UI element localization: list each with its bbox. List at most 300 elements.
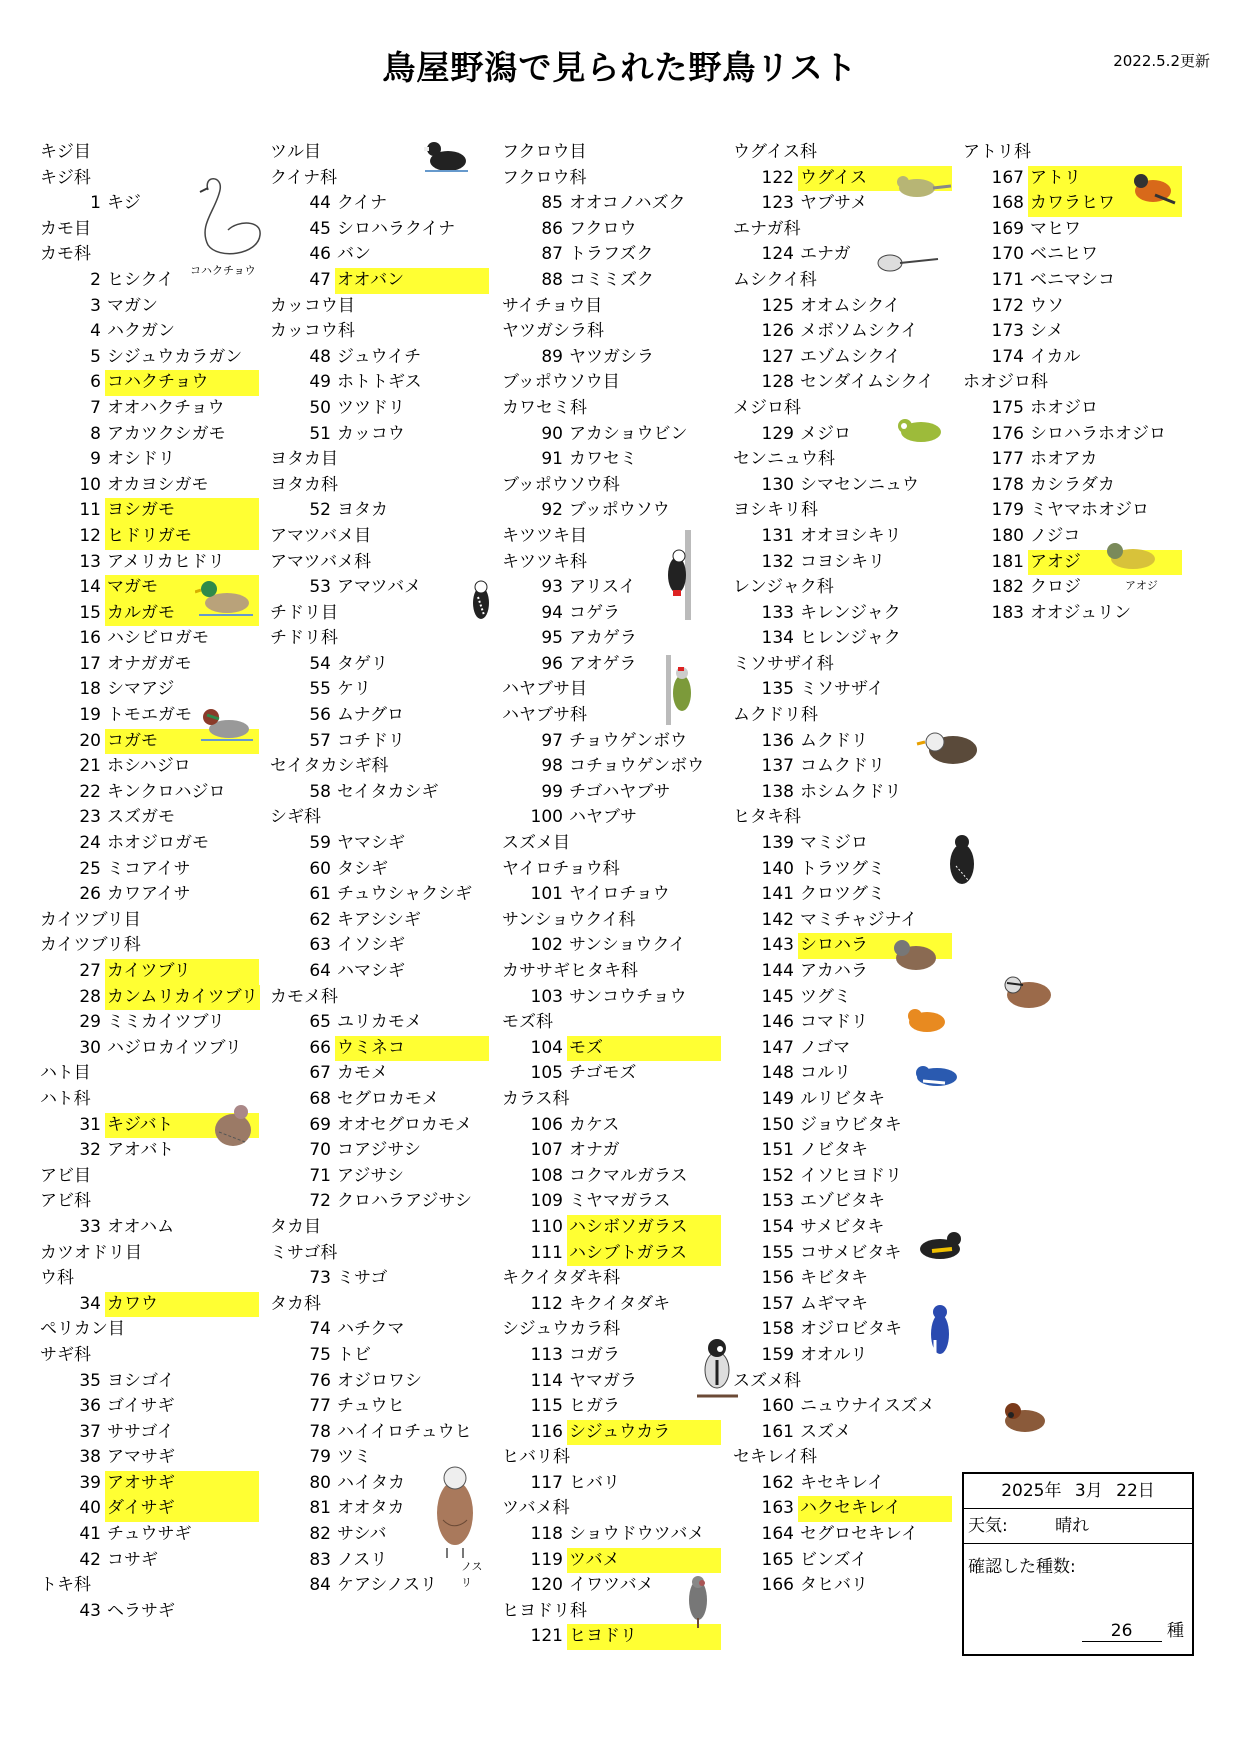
species-number: 44 bbox=[309, 193, 331, 214]
species-name: ケリ bbox=[337, 679, 371, 700]
species-number: 113 bbox=[530, 1344, 563, 1365]
species-name: タヒバリ bbox=[800, 1575, 868, 1596]
species-row bbox=[40, 1496, 266, 1522]
species-name: アメリカヒドリ bbox=[107, 551, 225, 572]
species-number: 105 bbox=[530, 1063, 563, 1084]
species-name-observed: ウミネコ bbox=[335, 1036, 489, 1062]
species-number: 132 bbox=[761, 551, 794, 572]
species-name: コムクドリ bbox=[800, 756, 885, 777]
species-name-observed: カワウ bbox=[105, 1292, 259, 1318]
species-number: 133 bbox=[761, 602, 794, 623]
species-row bbox=[733, 601, 959, 627]
species-number: 10 bbox=[79, 474, 101, 495]
species-row bbox=[733, 1189, 959, 1215]
species-number: 12 bbox=[79, 525, 101, 546]
species-number: 86 bbox=[541, 218, 563, 239]
species-name: ハジロカイツブリ bbox=[107, 1037, 242, 1058]
taxon-group-label: キツツキ科 bbox=[502, 551, 587, 572]
taxon-group-label: サギ科 bbox=[40, 1344, 91, 1365]
species-row bbox=[502, 1113, 728, 1139]
species-row bbox=[733, 370, 959, 396]
species-number: 95 bbox=[541, 628, 563, 649]
species-number: 176 bbox=[991, 423, 1024, 444]
species-name: オオムシクイ bbox=[800, 295, 901, 316]
species-row bbox=[963, 294, 1189, 320]
species-number: 73 bbox=[309, 1268, 331, 1289]
species-number: 51 bbox=[309, 423, 331, 444]
species-name: キジ bbox=[107, 193, 141, 214]
species-number: 115 bbox=[530, 1396, 563, 1417]
taxon-group-label: セイタカシギ科 bbox=[270, 756, 389, 777]
species-name: ツツドリ bbox=[337, 397, 405, 418]
taxon-group-label: ミソサザイ科 bbox=[733, 653, 834, 674]
species-number: 67 bbox=[309, 1063, 331, 1084]
species-name: エナガ bbox=[800, 244, 851, 265]
species-number: 160 bbox=[761, 1396, 794, 1417]
species-row bbox=[963, 601, 1189, 627]
species-number: 64 bbox=[309, 961, 331, 981]
species-row bbox=[502, 933, 728, 959]
species-name: ホシムクドリ bbox=[800, 781, 902, 802]
tsugumi-illustration bbox=[993, 965, 1063, 1020]
species-number: 153 bbox=[761, 1191, 794, 1212]
observation-date bbox=[964, 1474, 1192, 1509]
species-name: ミヤマホオジロ bbox=[1030, 500, 1149, 521]
aoji-caption: アオジ bbox=[1125, 579, 1158, 592]
species-name: オカヨシガモ bbox=[107, 474, 209, 495]
species-number: 140 bbox=[761, 858, 794, 879]
species-number: 167 bbox=[991, 167, 1024, 188]
species-name: コチョウゲンボウ bbox=[569, 756, 705, 777]
species-row bbox=[40, 396, 266, 422]
species-name: オオハム bbox=[107, 1216, 175, 1237]
species-number: 55 bbox=[309, 679, 331, 700]
species-name: チュウサギ bbox=[107, 1524, 192, 1545]
observation-month: 3月 bbox=[1074, 1481, 1103, 1501]
species-name: イカル bbox=[1030, 346, 1081, 367]
species-name: マヒワ bbox=[1030, 218, 1081, 239]
taxon-group-label: シギ科 bbox=[270, 807, 321, 828]
species-number: 174 bbox=[991, 346, 1024, 367]
species-row bbox=[733, 319, 959, 345]
species-count-unit: 種 bbox=[1167, 1621, 1184, 1641]
species-row bbox=[40, 550, 266, 576]
species-number: 183 bbox=[991, 602, 1024, 623]
species-number: 92 bbox=[541, 500, 563, 521]
woodpecker-illustration-1 bbox=[466, 575, 496, 630]
species-number: 46 bbox=[309, 244, 331, 265]
species-row bbox=[270, 217, 496, 243]
species-name-observed: カイツブリ bbox=[105, 959, 259, 985]
species-number: 125 bbox=[761, 295, 794, 316]
species-number: 42 bbox=[79, 1549, 101, 1570]
species-number: 159 bbox=[761, 1344, 794, 1365]
species-number: 8 bbox=[90, 423, 101, 444]
observation-day: 22日 bbox=[1116, 1481, 1155, 1501]
species-name: コヨシキリ bbox=[800, 551, 885, 572]
species-number: 121 bbox=[530, 1626, 563, 1647]
species-row bbox=[270, 703, 496, 729]
species-name-observed: コガモ bbox=[105, 729, 259, 755]
species-name: シメ bbox=[1030, 321, 1064, 342]
taxon-group-label: フクロウ科 bbox=[502, 167, 587, 188]
species-number: 143 bbox=[761, 935, 794, 956]
species-number: 58 bbox=[309, 781, 331, 802]
species-row bbox=[963, 268, 1189, 294]
species-number: 94 bbox=[541, 602, 563, 623]
observation-record-box bbox=[962, 1472, 1194, 1656]
species-number: 78 bbox=[309, 1421, 331, 1442]
species-name: チュウシャクシギ bbox=[337, 884, 473, 905]
taxon-group-label: アマツバメ目 bbox=[270, 525, 372, 546]
species-row bbox=[733, 1138, 959, 1164]
species-name: アオゲラ bbox=[569, 653, 637, 674]
species-name-observed: カワラヒワ bbox=[1028, 191, 1182, 217]
species-number: 22 bbox=[79, 781, 101, 802]
species-name: クイナ bbox=[337, 193, 388, 214]
species-name: セイタカシギ bbox=[337, 781, 439, 802]
species-name: シロハラホオジロ bbox=[1030, 423, 1166, 444]
species-number: 47 bbox=[309, 269, 331, 290]
species-number: 66 bbox=[309, 1037, 331, 1058]
species-name: ウソ bbox=[1030, 295, 1064, 316]
taxon-group-label: カッコウ目 bbox=[270, 295, 355, 316]
species-number: 15 bbox=[79, 602, 101, 623]
species-name: ミサゴ bbox=[337, 1268, 388, 1289]
species-row bbox=[733, 857, 959, 883]
species-row bbox=[733, 1496, 959, 1522]
updated-date: 2022.5.2更新 bbox=[1113, 52, 1210, 70]
species-row bbox=[270, 370, 496, 396]
species-name: ベニマシコ bbox=[1030, 269, 1115, 290]
species-row bbox=[40, 677, 266, 703]
species-number: 134 bbox=[761, 628, 794, 649]
species-number: 68 bbox=[309, 1088, 331, 1109]
mejiro-illustration bbox=[885, 410, 955, 450]
teal-illustration bbox=[195, 705, 255, 745]
species-row bbox=[502, 1292, 728, 1318]
species-name: センダイムシクイ bbox=[800, 372, 934, 393]
species-name: ムナグロ bbox=[337, 705, 404, 726]
species-number: 138 bbox=[761, 781, 794, 802]
species-name: バン bbox=[337, 244, 371, 265]
taxon-group-label: キジ目 bbox=[40, 142, 91, 162]
species-row bbox=[502, 1241, 728, 1267]
species-number: 17 bbox=[79, 653, 101, 674]
species-number: 108 bbox=[530, 1165, 563, 1186]
taxon-group-label: スズメ科 bbox=[733, 1370, 801, 1391]
species-row bbox=[733, 294, 959, 320]
species-row bbox=[270, 396, 496, 422]
species-row bbox=[733, 1471, 959, 1497]
species-number: 170 bbox=[991, 244, 1024, 265]
taxon-group-label: フクロウ目 bbox=[502, 142, 587, 162]
species-row bbox=[40, 1471, 266, 1497]
species-number: 169 bbox=[991, 218, 1024, 239]
species-row bbox=[502, 422, 728, 448]
species-row bbox=[502, 1164, 728, 1190]
species-number: 96 bbox=[541, 653, 563, 674]
species-name: マガン bbox=[107, 295, 158, 316]
species-name: ルリビタキ bbox=[800, 1088, 885, 1109]
species-name: ツミ bbox=[337, 1447, 371, 1468]
species-count-label: 確認した種数: bbox=[968, 1557, 1076, 1577]
taxon-group-label: アトリ科 bbox=[963, 142, 1031, 162]
species-name: キセキレイ bbox=[800, 1472, 884, 1493]
species-name: ハイタカ bbox=[337, 1472, 405, 1493]
species-name: イソヒヨドリ bbox=[800, 1165, 902, 1186]
species-row bbox=[270, 1087, 496, 1113]
species-number: 23 bbox=[79, 807, 101, 828]
buzzard-illustration bbox=[425, 1458, 485, 1589]
species-row bbox=[40, 1420, 266, 1446]
species-row bbox=[963, 242, 1189, 268]
species-name: シマセンニュウ bbox=[800, 474, 919, 495]
swan-illustration bbox=[178, 170, 268, 277]
taxon-group-label: メジロ科 bbox=[733, 397, 801, 418]
species-name: ハチクマ bbox=[337, 1319, 405, 1340]
species-name: オオルリ bbox=[800, 1344, 868, 1365]
bulbul-illustration bbox=[680, 1570, 715, 1630]
species-number: 154 bbox=[761, 1216, 794, 1237]
species-number: 129 bbox=[761, 423, 794, 444]
species-row bbox=[40, 473, 266, 499]
taxon-group-label: ツバメ科 bbox=[502, 1498, 570, 1519]
starling-illustration bbox=[915, 720, 990, 780]
species-row bbox=[40, 1292, 266, 1318]
species-row bbox=[270, 882, 496, 908]
species-name: オナガ bbox=[569, 1140, 620, 1161]
species-row bbox=[40, 857, 266, 883]
species-number: 69 bbox=[309, 1114, 331, 1135]
species-name: ノジコ bbox=[1030, 525, 1081, 546]
species-number: 91 bbox=[541, 449, 563, 470]
species-number: 37 bbox=[79, 1421, 101, 1442]
species-name: クロツグミ bbox=[800, 884, 885, 905]
species-name: ヤマシギ bbox=[337, 833, 405, 854]
taxon-group-label: ヒタキ科 bbox=[733, 807, 801, 828]
species-name: ハシビロガモ bbox=[107, 628, 209, 649]
taxon-group-label: ツル目 bbox=[270, 142, 321, 162]
species-number: 28 bbox=[79, 986, 101, 1007]
species-row bbox=[270, 908, 496, 934]
observation-year: 2025年 bbox=[1001, 1481, 1062, 1501]
species-number: 60 bbox=[309, 858, 331, 879]
species-row bbox=[270, 831, 496, 857]
taxon-group-label: ミサゴ科 bbox=[270, 1242, 338, 1263]
species-number: 35 bbox=[79, 1370, 101, 1391]
species-row bbox=[270, 191, 496, 217]
species-row bbox=[40, 652, 266, 678]
species-number: 106 bbox=[530, 1114, 563, 1135]
species-row bbox=[40, 780, 266, 806]
species-row bbox=[40, 1369, 266, 1395]
species-number: 53 bbox=[309, 577, 331, 598]
shirohara-illustration bbox=[880, 930, 950, 980]
taxon-group-label: カモメ科 bbox=[270, 986, 338, 1007]
species-number: 33 bbox=[79, 1216, 101, 1237]
species-name-observed: アオジ bbox=[1028, 550, 1182, 576]
taxon-group-label: タカ科 bbox=[270, 1293, 321, 1314]
species-number: 75 bbox=[309, 1344, 331, 1365]
species-number: 7 bbox=[90, 397, 101, 418]
species-number: 181 bbox=[991, 551, 1024, 572]
species-name: チゴモズ bbox=[569, 1063, 637, 1084]
species-name: オシドリ bbox=[107, 449, 175, 470]
species-name: チュウヒ bbox=[337, 1396, 405, 1417]
taxon-group-label: アマツバメ科 bbox=[270, 551, 372, 572]
taxon-group-label: センニュウ科 bbox=[733, 449, 835, 470]
species-name: オジロワシ bbox=[337, 1370, 422, 1391]
mallard-illustration bbox=[195, 575, 255, 620]
species-number: 135 bbox=[761, 679, 794, 700]
species-name: スズメ bbox=[800, 1421, 851, 1442]
tit-illustration bbox=[695, 1330, 740, 1400]
species-name: コサギ bbox=[107, 1549, 158, 1570]
species-row bbox=[270, 1010, 496, 1036]
taxon-group-label: ウグイス科 bbox=[733, 142, 817, 162]
taxon-group-label: ペリカン目 bbox=[40, 1319, 125, 1340]
species-row bbox=[502, 626, 728, 652]
species-name: ニュウナイスズメ bbox=[800, 1396, 935, 1417]
taxon-group-label: ハト科 bbox=[40, 1088, 91, 1109]
species-number: 161 bbox=[761, 1421, 794, 1442]
species-number: 80 bbox=[309, 1472, 331, 1493]
species-number: 61 bbox=[309, 884, 331, 905]
taxon-group-label: モズ科 bbox=[502, 1012, 553, 1033]
species-number: 110 bbox=[530, 1216, 563, 1237]
species-number: 93 bbox=[541, 577, 563, 598]
species-number: 48 bbox=[309, 346, 331, 367]
species-number: 76 bbox=[309, 1370, 331, 1391]
species-name: スズガモ bbox=[107, 807, 175, 828]
species-name: コルリ bbox=[800, 1063, 851, 1084]
species-name: コミミズク bbox=[569, 269, 654, 290]
species-row bbox=[502, 217, 728, 243]
species-number: 151 bbox=[761, 1140, 794, 1161]
species-number: 131 bbox=[761, 525, 794, 546]
taxon-group-label: ハヤブサ科 bbox=[502, 705, 587, 726]
species-number: 175 bbox=[991, 397, 1024, 418]
species-name: イワツバメ bbox=[569, 1575, 654, 1596]
species-row bbox=[963, 396, 1189, 422]
species-number: 52 bbox=[309, 500, 331, 521]
species-row bbox=[733, 831, 959, 857]
species-row bbox=[270, 1113, 496, 1139]
species-number: 127 bbox=[761, 346, 794, 367]
species-name: ショウドウツバメ bbox=[569, 1524, 705, 1545]
species-number: 87 bbox=[541, 244, 563, 265]
species-row bbox=[502, 1036, 728, 1062]
species-number: 85 bbox=[541, 193, 563, 214]
species-row bbox=[502, 1138, 728, 1164]
species-name: コクマルガラス bbox=[569, 1165, 688, 1186]
species-name: サンショウクイ bbox=[569, 935, 686, 956]
species-name: サメビタキ bbox=[800, 1216, 885, 1237]
taxon-group-label: ヤツガシラ科 bbox=[502, 321, 604, 342]
species-name: ハイイロチュウヒ bbox=[337, 1421, 472, 1442]
taxon-group-label: スズメ目 bbox=[502, 833, 570, 854]
species-row bbox=[270, 1343, 496, 1369]
species-name: ケアシノスリ bbox=[337, 1575, 437, 1596]
species-number: 149 bbox=[761, 1088, 794, 1109]
species-name: アジサシ bbox=[337, 1165, 404, 1186]
taxon-group-label: ウ科 bbox=[40, 1268, 74, 1289]
species-name: ホシハジロ bbox=[107, 756, 191, 777]
species-name: ヨタカ bbox=[337, 500, 388, 521]
species-number: 31 bbox=[79, 1114, 101, 1135]
species-number: 178 bbox=[991, 474, 1024, 495]
species-number: 124 bbox=[761, 244, 794, 265]
species-name-observed: シロハラ bbox=[798, 933, 952, 959]
species-row bbox=[733, 1113, 959, 1139]
species-number: 145 bbox=[761, 986, 794, 1007]
species-name: カシラダカ bbox=[1030, 474, 1115, 495]
species-row bbox=[733, 780, 959, 806]
species-row bbox=[733, 473, 959, 499]
taxon-group-label: クイナ科 bbox=[270, 167, 338, 188]
species-row bbox=[963, 319, 1189, 345]
buzzard-caption: ノスリ bbox=[461, 1560, 483, 1589]
species-name: アマツバメ bbox=[337, 577, 422, 598]
woodpecker-illustration-2 bbox=[655, 530, 700, 620]
species-number: 103 bbox=[530, 986, 563, 1007]
taxon-group-label: サイチョウ目 bbox=[502, 295, 603, 316]
taxon-group-label: カモ目 bbox=[40, 218, 91, 239]
species-number: 5 bbox=[90, 346, 101, 367]
species-number: 141 bbox=[761, 884, 794, 905]
species-row bbox=[502, 1420, 728, 1446]
species-name: クロジ bbox=[1030, 577, 1081, 598]
species-row bbox=[270, 1317, 496, 1343]
species-row bbox=[40, 831, 266, 857]
species-name: コゲラ bbox=[569, 602, 620, 623]
species-name-observed: アオサギ bbox=[105, 1471, 259, 1497]
species-number: 112 bbox=[530, 1293, 563, 1314]
species-number: 89 bbox=[541, 346, 563, 367]
species-row bbox=[270, 1266, 496, 1292]
species-name: ホオジロガモ bbox=[107, 833, 209, 854]
species-row bbox=[963, 345, 1189, 371]
species-row bbox=[270, 268, 496, 294]
species-number: 36 bbox=[79, 1396, 101, 1417]
atori-illustration bbox=[1125, 165, 1180, 215]
species-name-observed: カンムリカイツブリ bbox=[105, 985, 260, 1011]
species-name: ベニヒワ bbox=[1030, 244, 1098, 265]
species-number: 24 bbox=[79, 833, 101, 854]
species-number: 16 bbox=[79, 628, 101, 649]
page-title: 鳥屋野潟で見られた野鳥リスト bbox=[382, 48, 858, 87]
species-number: 32 bbox=[79, 1140, 101, 1161]
species-name: ジョウビタキ bbox=[800, 1114, 902, 1135]
taxon-group-label: ハヤブサ目 bbox=[502, 679, 587, 700]
species-number: 50 bbox=[309, 397, 331, 418]
species-number: 49 bbox=[309, 372, 331, 393]
species-row bbox=[733, 1420, 959, 1446]
species-name: タゲリ bbox=[337, 653, 388, 674]
species-name: ハマシギ bbox=[337, 961, 405, 981]
species-number: 162 bbox=[761, 1472, 794, 1493]
species-row bbox=[502, 985, 728, 1011]
species-row bbox=[40, 1548, 266, 1574]
species-name-observed: ハクセキレイ bbox=[798, 1496, 952, 1522]
taxon-group-label: アビ目 bbox=[40, 1165, 91, 1186]
species-row bbox=[733, 882, 959, 908]
taxon-group-label: ヤイロチョウ科 bbox=[502, 858, 620, 879]
taxon-group-label: ヨタカ目 bbox=[270, 449, 338, 470]
green-woodpecker-illustration bbox=[660, 655, 700, 725]
species-row bbox=[40, 754, 266, 780]
